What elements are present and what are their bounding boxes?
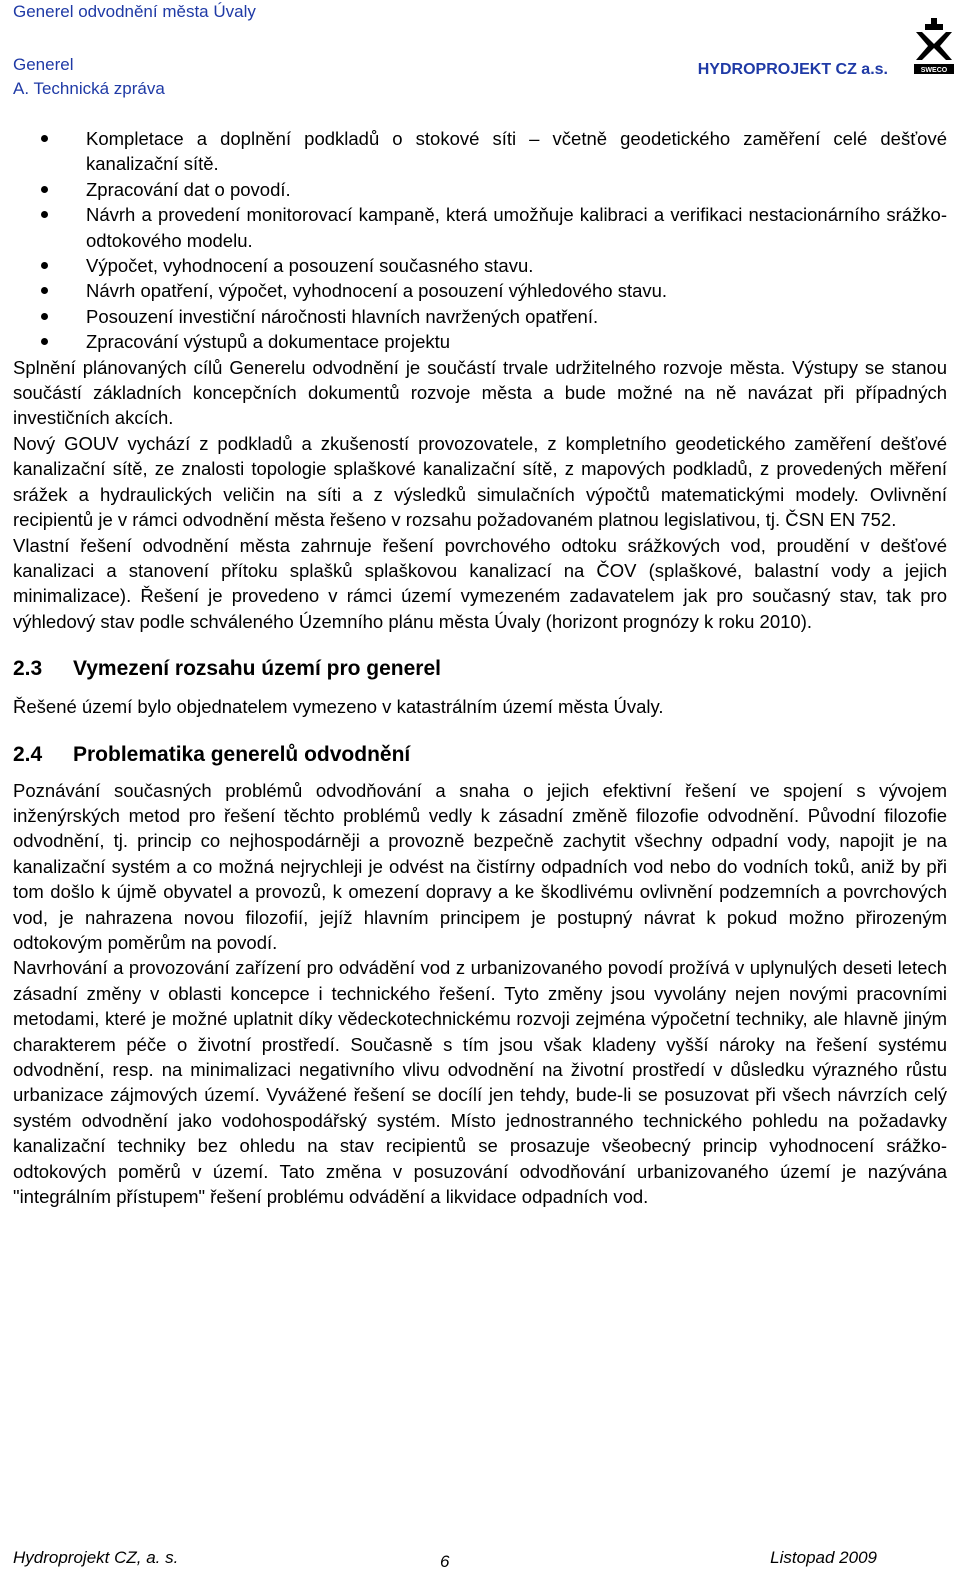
logo-text: SWECO: [920, 67, 948, 74]
company-name: HYDROPROJEKT CZ a.s.: [697, 61, 888, 78]
task-bullet-list: [13, 126, 947, 355]
list-item: Zpracování dat o povodí.: [13, 177, 947, 202]
paragraph: Nový GOUV vychází z podkladů a zkušeností provozovatele, z kompletního geodetického zaměření dešťové kanalizační sítě, ze znalosti topologie splaškové kanalizační sítě, z mapových podkladů, z provedených měření srážek a hydraulických veličin na síti a z výsledků simulačních výpočtů matematickými modely. Ovlivnění recipientů je v rámci odvodnění města řešeno v rozsahu požadovaném platnou legislativou, tj. ČSN EN 752.: [13, 432, 947, 531]
section-heading-2-4: [13, 740, 947, 770]
list-item: Návrh opatření, výpočet, vyhodnocení a posouzení výhledového stavu.: [13, 278, 947, 303]
paragraph: Poznávání současných problémů odvodňování a snaha o jejich efektivní řešení ve spojení s vývojem inženýrských metod pro řešení těchto problémů vedly k zásadní změně filozofie odvodnění. Původní filozofie odvodnění, tj. princip co nejhospodárněji a provozně bezpečně zachytit všechny odpadní vody, napojit je na kanalizační systém a co možná nejrychleji je odvést na čistírny odpadních vod nebo do vodních toků, aniž by při tom došlo k újmě obyvatel a provozů, k omezení dopravy a ke škodlivému ovlivnění podzemních a povrchových vod, je nahrazena novou filozofií, jejíž hlavním principem je postupný návrat k pokud možno přirozeným odtokovým poměrům na povodí.: [13, 779, 947, 953]
subsection-label: A. Technická zpráva: [13, 79, 165, 98]
section-title: Vymezení rozsahu území pro generel: [73, 657, 441, 681]
paragraph: Splnění plánovaných cílů Generelu odvodnění je součástí trvale udržitelného rozvoje města. Výstupy se stanou součástí základních koncepčních dokumentů rozvoje města a bude možné na ně navázat při případných investičních akcích.: [13, 356, 947, 429]
section-number: 2.4: [13, 742, 43, 766]
list-item: Kompletace a doplnění podkladů o stokové síti – včetně geodetického zaměření celé dešťové kanalizační sítě.: [13, 126, 947, 177]
footer-company: Hydroprojekt CZ, a. s.: [13, 1548, 179, 1567]
section-heading-2-3: [13, 654, 947, 684]
document-title: Generel odvodnění města Úvaly: [13, 2, 256, 21]
section-number: 2.3: [13, 657, 43, 681]
page-number: 6: [440, 1552, 450, 1571]
paragraph: Vlastní řešení odvodnění města zahrnuje řešení povrchového odtoku srážkových vod, proudění v dešťové kanalizaci a stanovení přítoku splašků splaškovou kanalizací na ČOV (splaškové, balastní vody a jejich minimalizace). Řešení je provedeno v rámci území vymezeném zadavatelem jak pro současný stav, tak pro výhledový stav podle schváleného Územního plánu města Úvaly (horizont prognózy k roku 2010).: [13, 534, 947, 632]
list-item: Výpočet, vyhodnocení a posouzení současného stavu.: [13, 253, 947, 278]
list-item: Zpracování výstupů a dokumentace projektu: [13, 329, 947, 354]
document-body: [13, 126, 947, 1209]
list-item: Návrh a provedení monitorovací kampaně, která umožňuje kalibraci a verifikaci nestacionárního srážko-odtokového modelu.: [13, 202, 947, 253]
section-label: Generel: [13, 55, 74, 74]
paragraph: Řešené území bylo objednatelem vymezeno v katastrálním území města Úvaly.: [13, 696, 664, 718]
sweco-logo-icon: [912, 16, 956, 76]
paragraph: Navrhování a provozování zařízení pro odvádění vod z urbanizovaného povodí prožívá v uplynulých deseti letech zásadní změny v oblasti koncepce i technického řešení. Tyto změny jsou vyvolány nejen novými pracovními metodami, které je možné uplatnit díky vědeckotechnickému rozvoji zejména výpočetní techniky, ale hlavně jiným charakterem péče o životní prostředí. Současně s tím jsou však kladeny vyšší nároky na řešení systému odvodnění, resp. na minimalizaci negativního vlivu odvodnění na životní prostředí v důsledku výrazného růstu urbanizace zájmových území. Vyvážené řešení se docílí jen tehdy, bude-li se posuzovat při všech návrzích celý systém odvodnění jako vodohospodářský systém. Místo jednostranného technického pohledu na požadavky kanalizační techniky bez ohledu na stav recipientů se prosazuje všeobecný princip vyhodnocení srážko-odtokových poměrů v území. Tato změna v posuzování odvodňování urbanizovaného území je nazývána "integrálním přístupem" řešení problému odvádění a likvidace odpadních vod.: [13, 957, 947, 1208]
section-title: Problematika generelů odvodnění: [73, 742, 411, 766]
list-item: Posouzení investiční náročnosti hlavních navržených opatření.: [13, 304, 947, 329]
footer-date: Listopad 2009: [770, 1548, 877, 1567]
